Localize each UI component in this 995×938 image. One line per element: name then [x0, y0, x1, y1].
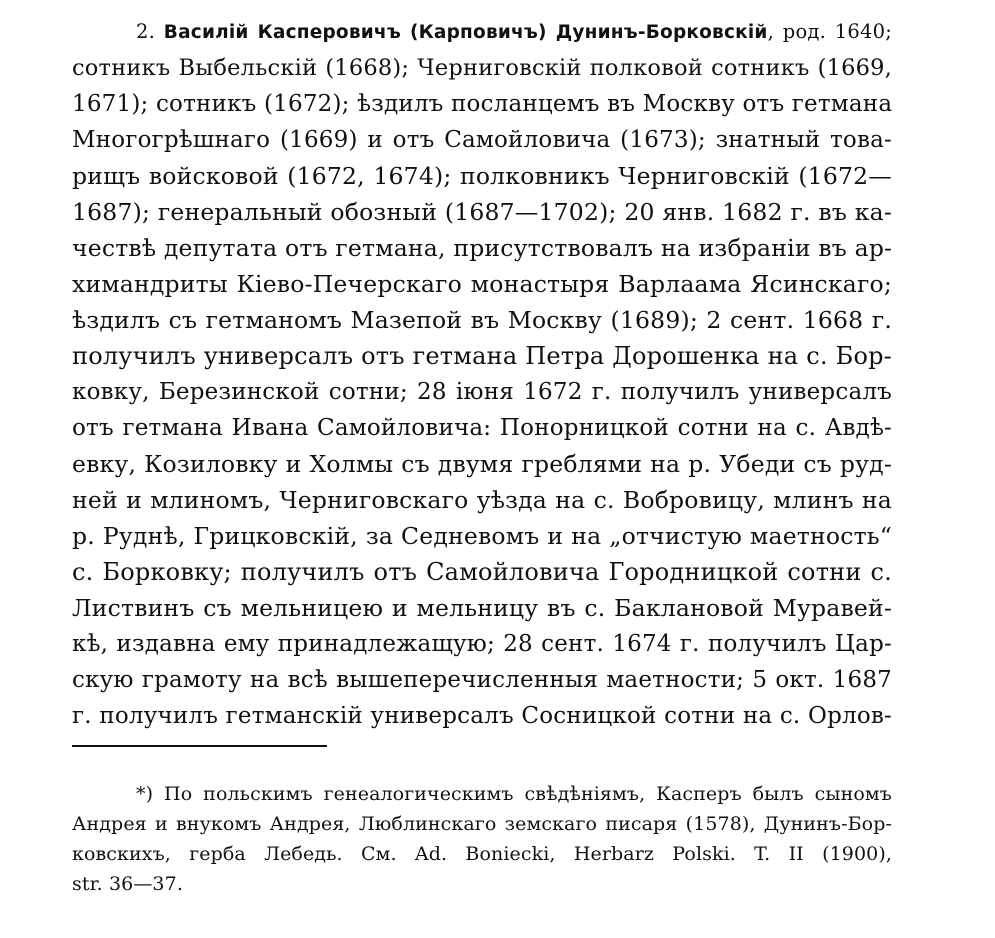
entry-line: отъ гетмана Ивана Самойловича: Понорницкой сотни на с. Авдѣ- — [72, 415, 892, 441]
entry-line: евку, Козиловку и Холмы съ двумя греблями на р. Убеди съ руд- — [72, 450, 892, 478]
footnote-line: Андрея и внукомъ Андрея, Люблинскаго земскаго писаря (1578), Дунинъ-Бор- — [72, 813, 892, 835]
footnote-line: str. 36—37. — [72, 873, 183, 895]
entry-line: рищъ войсковой (1672, 1674); полковникъ Черниговскiй (1672— — [72, 162, 892, 190]
footnote-separator — [72, 745, 327, 747]
entry-line: кѣ, издавна ему принадлежащую; 28 сент. 1674 г. получилъ Цар- — [72, 631, 892, 657]
entry-line: с. Борковку; получилъ отъ Самойловича Городницкой сотни с. — [72, 558, 892, 586]
entry-line: р. Руднѣ, Грицковскiй, за Седневомъ и на „отчистую маетность“ — [72, 522, 892, 550]
entry-line: получилъ универсалъ отъ гетмана Петра Дорошенка на с. Бор- — [72, 342, 892, 370]
entry-line: 1671); сотникъ (1672); ѣздилъ посланцемъ въ Москву отъ гетмана — [72, 91, 893, 117]
entry-first-line-rest: , род. 1640; — [767, 20, 892, 43]
entry-line: ѣздилъ съ гетманомъ Мазепой въ Москву (1689); 2 сент. 1668 г. — [72, 306, 892, 334]
entry-line: ней и млиномъ, Черниговскаго уѣзда на с. Вобровицу, млинъ на — [72, 486, 892, 514]
entry-first-line — [136, 14, 892, 50]
entry-line: химандриты Кiево-Печерскаго монастыря Варлаама Ясинскаго; — [72, 270, 892, 298]
entry-line: Листвинъ съ мельницею и мельницу въ с. Баклановой Муравей- — [72, 594, 892, 622]
entry-line: чествѣ депутата отъ гетмана, присутствовалъ на избранiи въ ар- — [72, 234, 893, 262]
entry-line: ковку, Березинской сотни; 28 iюня 1672 г. получилъ универсалъ — [72, 379, 892, 405]
entry-line: г. получилъ гетманскiй универсалъ Сосницкой сотни на с. Орлов- — [72, 703, 892, 729]
entry-line: скую грамоту на всѣ вышеперечисленныя маетности; 5 окт. 1687 — [72, 667, 892, 693]
entry-person-name: Василiй Касперовичъ (Карповичъ) Дунинъ-Борковскiй — [163, 22, 768, 43]
footnote-line: *) По польскимъ генеалогическимъ свѣдѣнiямъ, Касперъ былъ сыномъ — [136, 783, 892, 805]
footnote-line: ковскихъ, герба Лебедь. См. Ad. Boniecki, Herbarz Polski. T. II (1900), — [72, 843, 892, 865]
entry-line: сотникъ Выбельскiй (1668); Черниговскiй полковой сотникъ (1669, — [72, 55, 892, 81]
entry-line: 1687); генеральный обозный (1687—1702); 20 янв. 1682 г. въ ка- — [72, 198, 892, 226]
entry-number: 2. — [136, 20, 164, 43]
entry-line: Многогрѣшнаго (1669) и отъ Самойловича (1673); знатный това- — [72, 127, 892, 153]
